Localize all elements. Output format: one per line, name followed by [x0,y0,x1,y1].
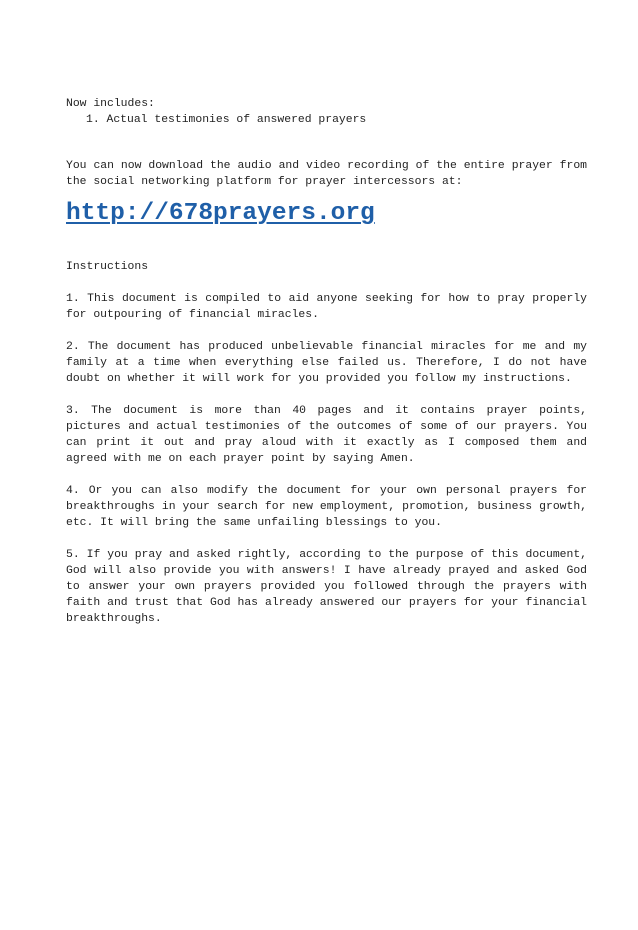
instruction-item-2: 2. The document has produced unbelievable financial miracles for me and my family at a time when everything else failed us. Therefore, I do not have doubt on whether it will work for you provided you follow my instructions. [66,341,587,385]
instruction-item-3: 3. The document is more than 40 pages and it contains prayer points, pictures and actual testimonies of the outcomes of some of our prayers. You can print it out and pray aloud with it exactly as I composed them and agreed with me on each prayer point by saying Amen. [66,405,587,465]
instruction-item-4: 4. Or you can also modify the document for your own personal prayers for breakthroughs in your search for new employment, promotion, business growth, etc. It will bring the same unfailing blessings to you. [66,485,587,529]
includes-list [66,112,587,128]
includes-item: 1. Actual testimonies of answered prayers [86,114,367,126]
instruction-item-5: 5. If you pray and asked rightly, according to the purpose of this document, God will also provide you with answers! I have already prayed and asked God to answer your own prayers provided you followed through the prayers with faith and trust that God has already answered our prayers for your financial breakthroughs. [66,549,587,625]
document-page [66,96,587,627]
website-link[interactable]: http://678prayers.org [66,200,375,227]
instructions-heading: Instructions [66,261,149,273]
instruction-item-1: 1. This document is compiled to aid anyone seeking for how to pray properly for outpouring of financial miracles. [66,293,587,321]
download-paragraph: You can now download the audio and video recording of the entire prayer from the social networking platform for prayer intercessors at: [66,160,587,188]
includes-heading: Now includes: [66,98,155,110]
